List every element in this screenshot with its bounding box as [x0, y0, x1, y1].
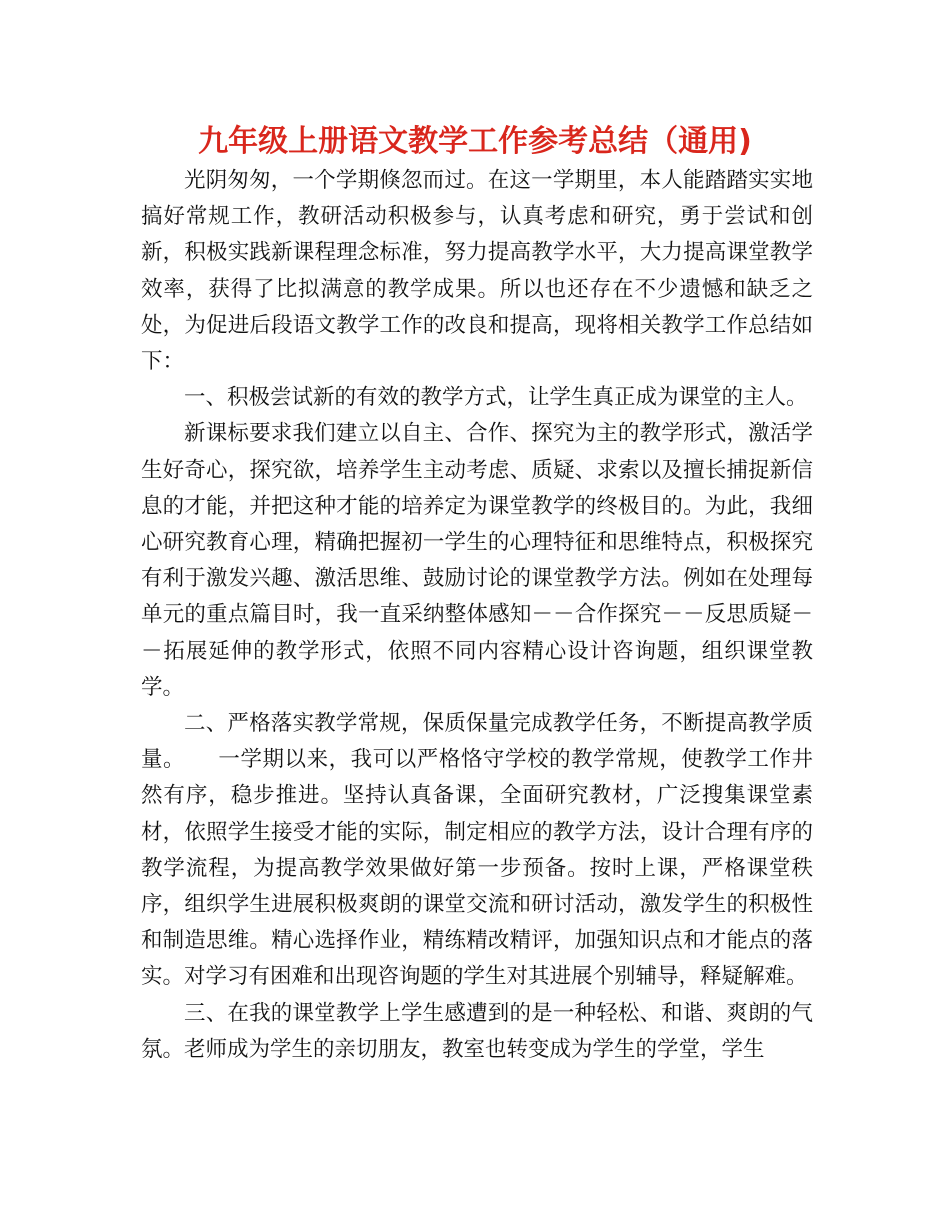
paragraph-section-1-heading: 一、积极尝试新的有效的教学方式，让学生真正成为课堂的主人。 — [184, 385, 808, 411]
document-title: 九年级上册语文教学工作参考总结（通用) — [198, 124, 752, 159]
paragraph-section-2: 二、严格落实教学常规，保质保量完成教学任务，不断提高教学质量。 一学期以来，我可以严格恪守学校的教学常规，使教学工作井然有序，稳步推进。坚持认真备课，全面研究教材，广泛搜集课堂素材，依照学生接受才能的实际，制定相应的教学方法，设计合理有序的教学流程，为提高教学效果做好第一步预备。按时上课，严格课堂秩序，组织学生进展积极爽朗的课堂交流和研讨活动，激发学生的积极性和制造思维。精心选择作业，精练精改精评，加强知识点和才能点的落实。对学习有困难和出现咨询题的学生对其进展个别辅导，释疑解难。 — [141, 711, 813, 990]
paragraph-section-1-body: 新课标要求我们建立以自主、合作、探究为主的教学形式，激活学生好奇心，探究欲，培养学生主动考虑、质疑、求索以及擅长捕捉新信息的才能，并把这种才能的培养定为课堂教学的终极目的。为此，我细心研究教育心理，精确把握初一学生的心理特征和思维特点，积极探究有利于激发兴趣、激活思维、鼓励讨论的课堂教学方法。例如在处理每单元的重点篇目时，我一直采纳整体感知－－合作探究－－反思质疑－－拓展延伸的教学形式，依照不同内容精心设计咨询题，组织课堂教学。 — [141, 421, 813, 700]
paragraph-intro: 光阴匆匆，一个学期倏忽而过。在这一学期里，本人能踏踏实实地搞好常规工作，教研活动积极参与，认真考虑和研究，勇于尝试和创新，积极实践新课程理念标准，努力提高教学水平，大力提高课堂教学效率，获得了比拟满意的教学成果。所以也还存在不少遗憾和缺乏之处，为促进后段语文教学工作的改良和提高，现将相关教学工作总结如下： — [141, 168, 813, 375]
document-body — [141, 163, 813, 1068]
paragraph-section-3: 三、在我的课堂教学上学生感遭到的是一种轻松、和谐、爽朗的气氛。老师成为学生的亲切朋友，教室也转变成为学生的学堂，学生 — [141, 1000, 813, 1062]
